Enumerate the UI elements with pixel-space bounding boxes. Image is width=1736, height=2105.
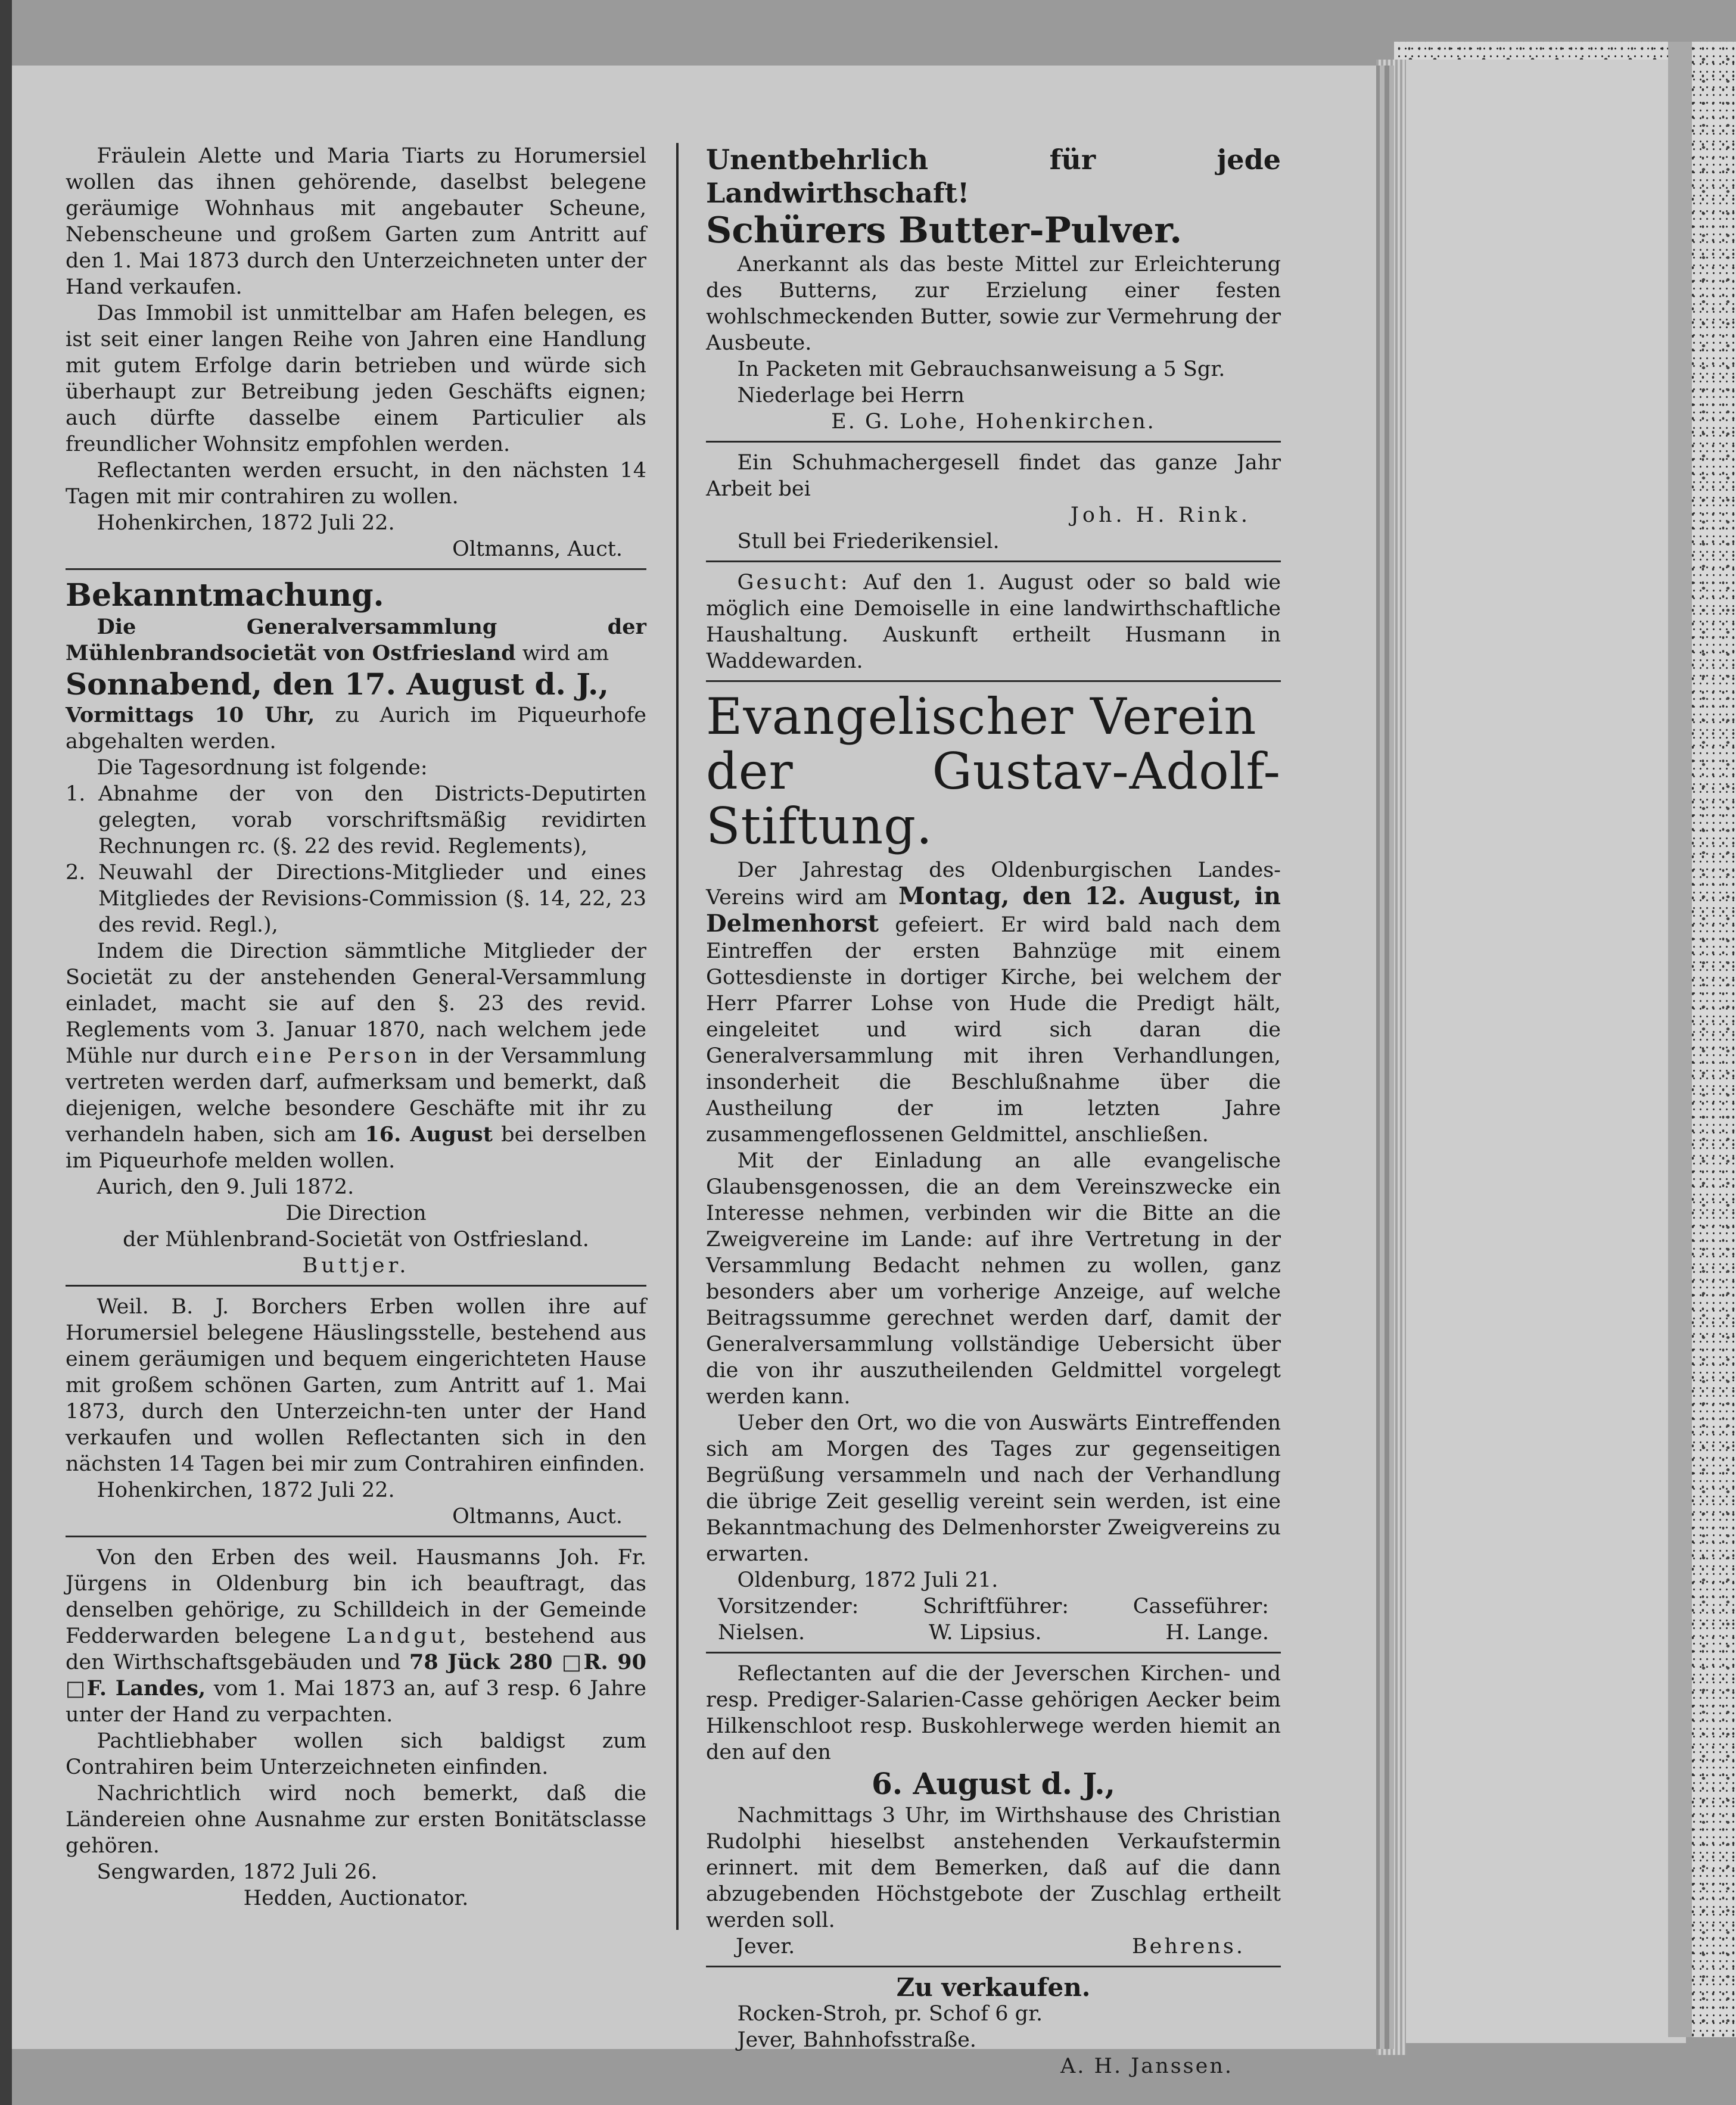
ad-paragraph: Ein Schuhmachergesell findet das ganze Jahr Arbeit bei [706,451,1281,501]
ad-paragraph: Reflectanten werden ersucht, in den nächsten 14 Tagen mit mir contrahiren zu wollen. [66,459,646,509]
ad-paragraph: Nachmittags 3 Uhr, im Wirthshause des Christian Rudolphi hieselbst anstehenden Verkaufstermin erinnert. mit dem Bemerken, daß auf die dann abzugebenden Höchstgebote der Zuschlag ertheilt werden soll. [706,1804,1281,1932]
signature: Buttjer. [302,1254,410,1278]
agenda-number: 2. [66,861,86,885]
place-date: Hohenkirchen, 1872 Juli 22. [97,1478,395,1502]
officer-name: W. Lipsius. [928,1621,1042,1645]
agenda-item [66,860,646,938]
ad-zu-verkaufen [706,1975,1281,2079]
ad-heading: Evangelischer Verein [706,687,1257,746]
dealer-name: E. G. Lohe, Hohenkirchen. [831,410,1156,434]
agenda-item [66,781,646,860]
ad-paragraph: Mit der Einladung an alle evangelische Glaubensgenossen, die an dem Vereinszwecke ein Interesse nehmen, verbinden wir die Bitte an die Zweigvereine im Lande: auf ihre Vertretung in der Versammlung Bedacht nehmen zu wollen, ganz besonders aber um vorherige Anzeige, auf welche Beitragssumme gerechnet werden darf, damit der Generalversammlung vollständige Uebersicht über die von ihr auszutheilenden Geldmittel vorgelegt werden kann. [706,1149,1281,1409]
place: Stull bei Friederikensiel. [737,530,1000,553]
ad-paragraph: Pachtliebhaber wollen sich baldigst zum Contrahiren beim Unterzeichneten einfinden. [66,1729,646,1779]
agenda-text: Abnahme der von den Districts-Deputirten gelegten, vorab vorschriftsmäßig revidirten Rechnungen rc. (§. 22 des revid. Reglements), [98,782,646,858]
ad-bekanntmachung [66,577,646,1279]
ad-paragraph: Nachrichtlich wird noch bemerkt, daß die Ländereien ohne Ausnahme zur ersten Bonitätsclasse gehören. [66,1782,646,1858]
place-signature-line [706,1933,1281,1960]
ad-separator [66,1285,646,1287]
ad-paragraph [66,1545,646,1728]
cover-strip [1668,42,1692,2037]
ad-separator [706,1966,1281,1967]
ad-paragraph: Weil. B. J. Borchers Erben wollen ihre auf Horumersiel belegene Häuslingsstelle, bestehend aus einem geräumigen und bequem eingerichteten Hause mit großem schönen Garten, zum Antritt auf 1. Mai 1873, durch den Unterzeichn-ten unter der Hand verkaufen und wollen Reflectanten sich in den nächsten 14 Tagen bei mir zum Contrahiren einfinden. [66,1295,646,1476]
ad-intro [66,614,646,667]
ad-separator [706,680,1281,682]
place: Jever. [736,1935,795,1958]
agenda-intro: Die Tagesordnung ist folgende: [97,756,428,780]
ad-heading: Bekanntmachung. [66,577,384,614]
ad-separator [66,568,646,570]
page-stack-edge [1376,60,1406,2055]
ad-separator [706,560,1281,562]
meeting-date: Sonnabend, den 17. August d. J., [66,667,609,702]
agenda-number: 1. [66,782,86,806]
ad-paragraph: Ueber den Ort, wo die von Auswärts Eintreffenden sich am Morgen des Tages zur gegenseitigen Begrüßung versammeln und nach der Verhandlung die übrige Zeit gesellig vereint sein werden, ist eine Bekanntmachung des Delmenhorster Zweigvereins zu erwarten. [706,1411,1281,1566]
ad-heading: Zu verkaufen. [896,1973,1091,2002]
place-date: Sengwarden, 1872 Juli 26. [97,1860,378,1884]
place-date: Hohenkirchen, 1872 Juli 22. [97,511,395,535]
body-spaced: eine Person [256,1044,421,1068]
ad-heading: der Gustav-Adolf-Stiftung. [706,742,1281,855]
officer-name: H. Lange. [1165,1621,1269,1645]
ad-line: Jever, Bahnhofsstraße. [737,2028,976,2052]
ad-separator [66,1536,646,1537]
body-text: bestehend aus den Wirthschaftsgebäuden und [66,1624,646,1674]
body-spaced: Landgut, [346,1624,470,1648]
ad-house-sale-tiarts [66,143,646,562]
body-text: vom 1. Mai 1873 an, auf 3 resp. 6 Jahre unter der Hand zu verpachten. [66,1677,646,1727]
body-text: bei derselben im Piqueurhofe melden wollen. [66,1123,646,1173]
ad-paragraph: Das Immobil ist unmittelbar am Hafen belegen, es ist seit einer langen Reihe von Jahren eine Handlung mit gutem Erfolge darin betrieben und würde sich überhaupt zur Betreibung jeden Geschäfts eignen; auch dürfte dasselbe einem Particulier als freundlicher Wohnsitz empfohlen werden. [66,301,646,456]
product-name: Schürers Butter-Pulver. [706,210,1183,251]
label-gesucht: Gesucht: [737,571,850,594]
body-text: Der Jahrestag des Oldenburgischen Landes-Vereins wird am [706,858,1281,910]
ad-separator [706,1652,1281,1654]
place-date: Oldenburg, 1872 Juli 21. [737,1568,998,1592]
body-text: Von den Erben des weil. Hausmanns Joh. Fr. Jürgens in Oldenburg bin ich beauftragt, das denselben gehörige, zu Schilldeich in der Gemeinde Fedderwarden belegene [66,1546,646,1648]
signature: Hedden, Auctionator. [243,1886,469,1910]
left-column [66,143,646,1911]
ad-paragraph: Fräulein Alette und Maria Tiarts zu Horumersiel wollen das ihnen gehörende, daselbst belegene geräumige Wohnhaus mit angebauter Scheune, Nebenscheune und großem Garten zum Antritt auf den 1. Mai 1873 durch den Unterzeichneten unter der Hand verkaufen. [66,144,646,299]
agenda-text: Neuwahl der Directions-Mitglieder und eines Mitgliedes der Revisions-Commission (§. 14, 22, 23 des revid. Regl.), [98,861,646,937]
direction-line: Die Direction [285,1201,427,1225]
direction-line: der Mühlenbrand-Societät von Ostfriesland. [123,1228,589,1251]
ad-paragraph: Anerkannt als das beste Mittel zur Erleichterung des Butterns, zur Erzielung einer festen wohlschmeckenden Butter, sowie zur Vermehrung der Ausbeute. [706,253,1281,355]
signature: Oltmanns, Auct. [452,537,623,561]
ad-paragraph [706,569,1281,674]
ad-butter-pulver [706,143,1281,435]
body-text: in der Versammlung vertreten werden darf, aufmerksam und bemerkt, daß diejenigen, welche besondere Geschäfte mit ihr zu verhandeln haben, sich am [66,1044,646,1147]
signature: Oltmanns, Auct. [452,1505,623,1528]
intro-rest: wird am [515,642,609,665]
signature: Joh. H. Rink. [1070,503,1251,527]
ad-gesucht [706,569,1281,674]
signature: A. H. Janssen. [1060,2054,1233,2078]
ad-body [66,938,646,1174]
officer-role: Schriftführer: [923,1595,1069,1618]
body-text: gefeiert. Er wird bald nach dem Eintreffen der ersten Bahnzüge mit einem Gottesdienste in dortiger Kirche, bei welchem der Herr Pfarrer Lohse von Hude die Predigt hält, eingeleitet und wird sich daran die Generalversammlung mit ihren Verhandlungen, insonderheit die Beschlußnahme über die Austheilung der im letzten Jahre zusammengeflossenen Geldmittel, anschließen. [706,913,1281,1147]
ad-paragraph: Reflectanten auf die der Jeverschen Kirchen- und resp. Prediger-Salarien-Casse gehörigen Aecker beim Hilkenschloot resp. Buskohlerwege werden hiemit an den auf den [706,1662,1281,1764]
ad-schuhmacher [706,450,1281,555]
officer-name: Nielsen. [718,1621,805,1645]
ad-line: Rocken-Stroh, pr. Schof 6 gr. [737,2002,1043,2026]
book-cover-board [1406,60,1686,2043]
officer-role: Casseführer: [1133,1595,1269,1618]
ad-aecker-verkauf [706,1661,1281,1960]
signature: Behrens. [1131,1935,1245,1958]
place-date: Aurich, den 9. Juli 1872. [97,1175,354,1199]
officers-names [706,1620,1281,1646]
ad-heading: Unentbehrlich für jede Landwirthschaft! [706,144,1281,209]
time-bold: Vormittags 10 Uhr, [66,703,315,727]
book-binding-edge [0,0,12,2105]
ad-paragraph [706,857,1281,1148]
body-bold: Montag, den 12. August, in Delmenhorst [706,882,1281,938]
officer-role: Vorsitzender: [718,1595,859,1618]
officers-roles [706,1593,1281,1620]
right-column [706,143,1281,2079]
sale-date: 6. August d. J., [871,1766,1116,1801]
meeting-time [66,702,646,755]
time-rest: zu Aurich im Piqueurhofe abgehalten werden. [66,703,646,753]
ad-landgut-lease [66,1545,646,1911]
body-bold: 16. August [365,1122,493,1147]
ad-paragraph: Niederlage bei Herrn [737,384,965,407]
body-text: Indem die Direction sämmtliche Mitglieder der Societät zu der anstehenden General-Versammlung einladet, macht sie auf den §. 23 des revid. Reglements vom 3. Januar 1870, nach welchem jede Mühle nur durch [66,939,646,1068]
ad-paragraph: In Packeten mit Gebrauchsanweisung a 5 Sgr. [737,357,1225,381]
body-bold: 78 Jück 280 □R. 90 □F. Landes, [66,1650,646,1701]
ad-borchers-sale [66,1294,646,1530]
body-text: Auf den 1. August oder so bald wie möglich eine Demoiselle in eine landwirthschaftliche Haushaltung. Auskunft ertheilt Husmann in Waddewarden. [706,571,1281,673]
ad-separator [706,441,1281,443]
ad-gustav-adolf [706,689,1281,1646]
column-divider [676,143,679,1930]
intro-bold: Die Generalversammlung der Mühlenbrandsocietät von Ostfriesland [66,615,646,665]
